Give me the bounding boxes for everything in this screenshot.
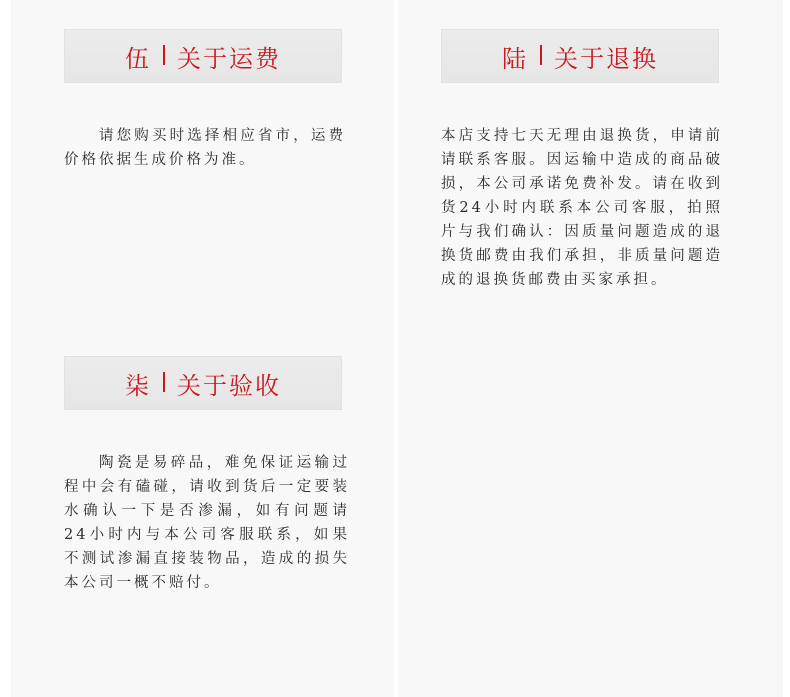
returns-heading xyxy=(441,29,719,83)
inspection-heading xyxy=(64,356,342,410)
inspection-title: 关于验收 xyxy=(177,371,281,400)
returns-title: 关于退换 xyxy=(554,44,658,73)
inspection-body: 陶瓷是易碎品，难免保证运输过程中会有磕碰，请收到货后一定要装水确认一下是否渗漏，如有问题请24小时内与本公司客服联系，如果不测试渗漏直接装物品，造成的损失本公司一概不赔付。 xyxy=(64,455,350,591)
shipping-section xyxy=(64,29,346,172)
shipping-title: 关于运费 xyxy=(177,44,281,73)
heading-divider xyxy=(540,45,542,65)
inspection-section xyxy=(64,356,350,595)
shipping-body: 请您购买时选择相应省市，运费价格依据生成价格为准。 xyxy=(64,128,346,168)
shipping-heading xyxy=(64,29,342,83)
returns-section xyxy=(441,29,723,292)
returns-body: 本店支持七天无理由退换货，申请前请联系客服。因运输中造成的商品破损，本公司承诺免费补发。请在收到货24小时内联系本公司客服，拍照片与我们确认：因质量问题造成的退换货邮费由我们承担，非质量问题造成的退换货邮费由买家承担。 xyxy=(441,128,723,288)
inspection-number: 柒 xyxy=(125,371,151,400)
heading-divider xyxy=(163,45,165,65)
heading-divider xyxy=(163,372,165,392)
shipping-number: 伍 xyxy=(125,44,151,73)
returns-number: 陆 xyxy=(502,44,528,73)
